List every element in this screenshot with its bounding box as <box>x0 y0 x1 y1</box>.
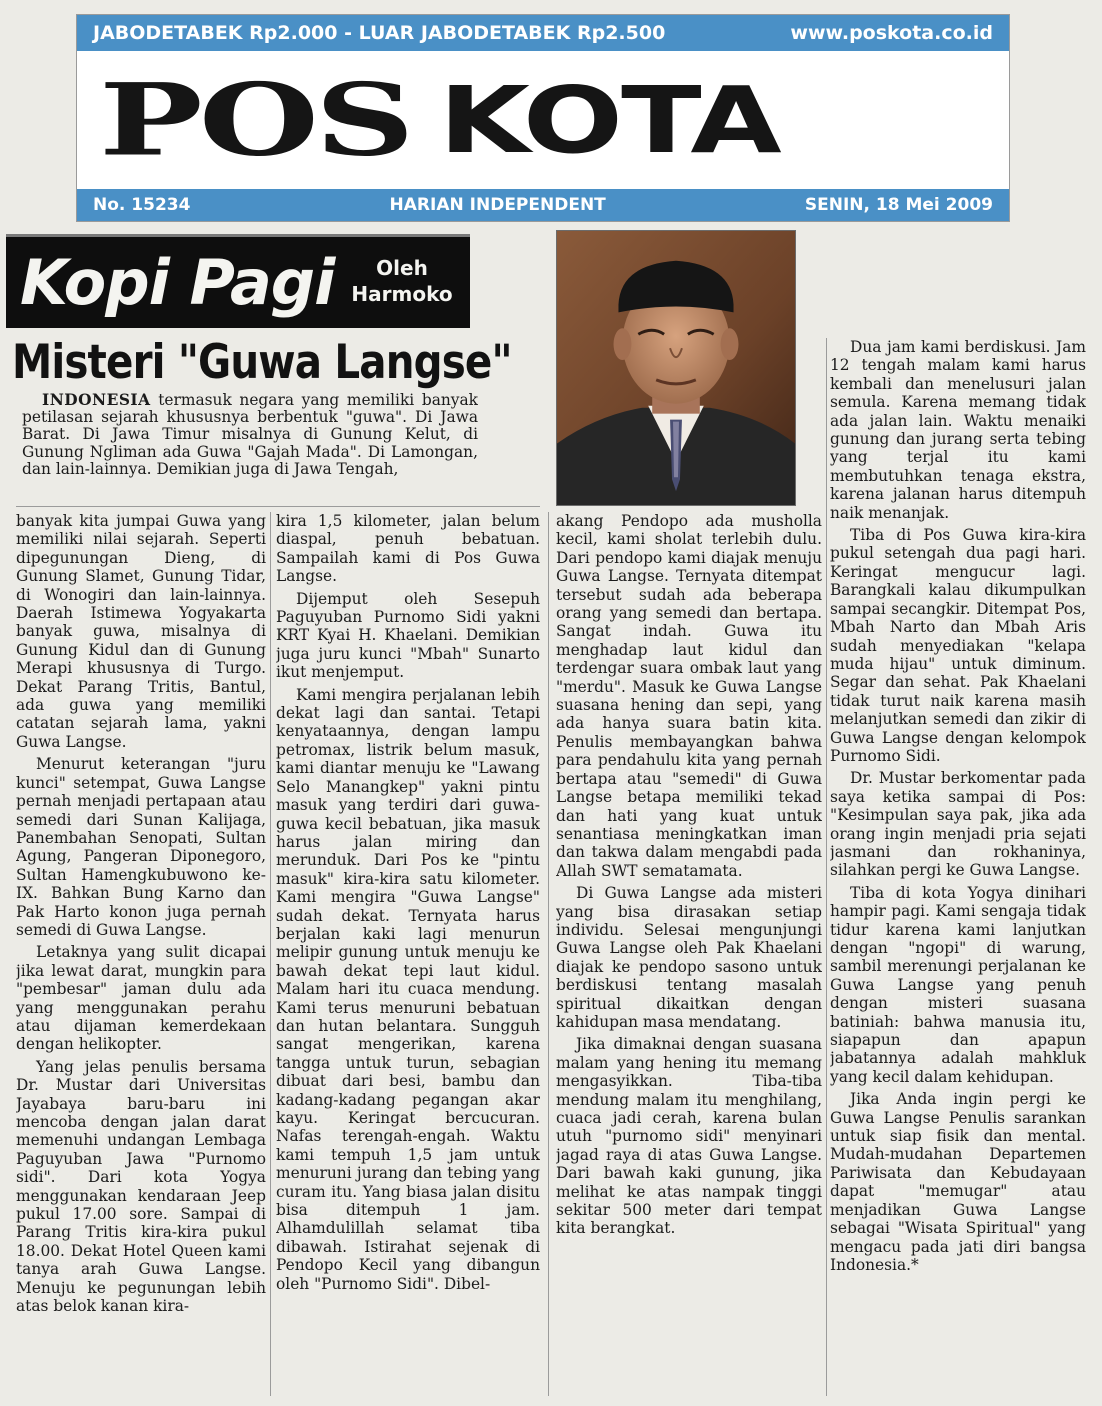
column-divider <box>548 512 549 1396</box>
logo-word-pos: POS <box>99 60 411 179</box>
newspaper-tagline: HARIAN INDEPENDENT <box>389 195 606 215</box>
newspaper-logo <box>89 49 995 191</box>
paragraph: Dijemput oleh Sesepuh Paguyuban Purnomo Sidi yakni KRT Kyai H. Khaelani. Demikian juga juru kunci "Mbah" Sunarto ikut menjemput. <box>276 589 540 682</box>
column-title: Kopi Pagi <box>20 246 335 319</box>
paragraph: kira 1,5 kilometer, jalan belum diaspal, penuh bebatuan. Sampailah kami di Pos Guwa Langse. <box>276 512 540 586</box>
paragraph: Di Guwa Langse ada misteri yang bisa dirasakan setiap individu. Selesai mengunjungi Guwa Langse oleh Pak Khaelani diajak ke pendopo sasono untuk berdiskusi tentang masalah spiritual dikaitkan dengan kahidupan masa mendatang. <box>556 884 822 1031</box>
article-lead <box>22 392 478 478</box>
paragraph: banyak kita jumpai Guwa yang memiliki nilai sejarah. Seperti dipegunungan Dieng, di Gunung Slamet, Gunung Tidar, di Wonogiri dan lain-lainnya. Daerah Istimewa Yogyakarta banyak guwa, misalnya di Gunung Kidul dan di Gunung Merapi khususnya di Turgo. Dekat Parang Tritis, Bantul, ada guwa yang memiliki catatan sejarah lama, yakni Guwa Langse. <box>16 512 266 751</box>
column-divider <box>270 512 271 1396</box>
paragraph: Menurut keterangan "juru kunci" setempat, Guwa Langse pernah menjadi pertapaan atau semedi dari Sunan Kalijaga, Panembahan Senopati, Sultan Agung, Pangeran Diponegoro, Sultan Hamengkubuwono ke-IX. Bahkan Bung Karno dan Pak Harto konon juga pernah semedi di Guwa Langse. <box>16 755 266 939</box>
paragraph: Dr. Mustar berkomentar pada saya ketika sampai di Pos: "Kesimpulan saya pak, jika ada orang ingin menjadi pria sejati jasmani dan rokhaninya, silahkan pergi ke Guwa Langse. <box>830 769 1086 880</box>
lead-paragraph <box>22 392 478 478</box>
byline <box>342 255 462 307</box>
byline-prefix: Oleh <box>376 256 428 280</box>
text-column-2 <box>276 512 540 1400</box>
paragraph: Jika dimaknai dengan suasana malam yang hening itu memang mengasyikkan. Tiba-tiba mendung malam itu menghilang, cuaca jadi cerah, karena bulan utuh "purnomo sidi" menyinari jagad raya di atas Guwa Langse. Dari bawah kaki gunung, jika melihat ke atas nampak tinggi sekitar 500 meter dari tempat kita berangkat. <box>556 1035 822 1238</box>
masthead <box>76 14 1010 222</box>
lead-first-word: INDONESIA <box>42 392 151 409</box>
column-header <box>6 234 470 328</box>
text-column-4 <box>830 338 1086 1398</box>
masthead-top-strip <box>77 15 1009 51</box>
masthead-bottom-strip <box>77 189 1009 221</box>
column-divider <box>826 338 827 1396</box>
paragraph: Tiba di Pos Guwa kira-kira pukul setengah dua pagi hari. Keringat mengucur lagi. Barangkali kalau dikumpulkan sampai secangkir. Ditempat Pos, Mbah Narto dan Mbah Aris sudah menyediakan "kelapa muda hijau" untuk diminum. Segar dan sehat. Pak Khaelani tidak turut naik karena masih melanjutkan semedi dan zikir di Guwa Langse dengan kelompok Purnomo Sidi. <box>830 526 1086 765</box>
website-link[interactable]: www.poskota.co.id <box>790 22 993 44</box>
paragraph: Kami mengira perjalanan lebih dekat lagi dan santai. Tetapi kenyataannya, dengan lampu petromax, listrik belum masuk, kami diantar menuju ke "Lawang Selo Manangkep" yakni pintu masuk yang terdiri dari guwa-guwa kecil bebatuan, jika masuk harus jalan miring dan merunduk. Dari Pos ke "pintu masuk" kira-kira satu kilometer. Kami mengira "Guwa Langse" sudah dekat. Ternyata harus berjalan kaki lagi menurun melipir gunung untuk menuju ke bawah dekat tepi laut kidul. Malam hari itu cuaca mendung. Kami terus menuruni bebatuan dan hutan belantara. Sungguh sangat mengerikan, karena tangga untuk turun, sebagian dibuat dari besi, bambu dan kadang-kadang pegangan akar kayu. Keringat bercucuran. Nafas terengah-engah. Waktu kami tempuh 1,5 jam untuk menuruni jurang dan tebing yang curam itu. Yang biasa jalan disitu bisa ditempuh 1 jam. Alhamdulillah selamat tiba dibawah. Istirahat sejenak di Pendopo Kecil yang dibangun oleh "Purnomo Sidi". Dibel- <box>276 685 540 1293</box>
paragraph: akang Pendopo ada musholla kecil, kami sholat terlebih dulu. Dari pendopo kami diajak menuju Guwa Langse. Ternyata ditempat tersebut sudah ada beberapa orang yang semedi dan bertapa. Sangat indah. Guwa itu menghadap laut kidul dan terdengar suara ombak laut yang "merdu". Masuk ke Guwa Langse suasana hening dan sepi, yang ada hanya suara batin kita. Penulis membayangkan bahwa para pendahulu kita yang pernah bertapa atau "semedi" di Guwa Langse betapa memiliki tekad dan hati yang kuat untuk senantiasa meningkatkan iman dan takwa dalam mengabdi pada Allah SWT sematamata. <box>556 512 822 880</box>
cover-price: JABODETABEK Rp2.000 - LUAR JABODETABEK Rp2.500 <box>93 22 666 44</box>
text-column-1 <box>16 512 266 1400</box>
paragraph: Jika Anda ingin pergi ke Guwa Langse Penulis sarankan untuk siap fisik dan mental. Mudah-mudahan Departemen Pariwisata dan Kebudayaan dapat "memugar" atau menjadikan Guwa Langse sebagai "Wisata Spiritual" yang mengacu pada jati diri bangsa Indonesia.* <box>830 1090 1086 1274</box>
paragraph: Tiba di kota Yogya dinihari hampir pagi. Kami sengaja tidak tidur karena kami lanjutkan dengan "ngopi" di warung, sambil merenungi perjalanan ke Guwa Langse yang penuh dengan misteri suasana batiniah: bahwa manusia itu, siapapun dan apapun jabatannya adalah mahkluk yang kecil dalam kehidupan. <box>830 883 1086 1086</box>
byline-author: Harmoko <box>351 282 453 306</box>
issue-number: No. 15234 <box>93 195 191 215</box>
logo-word-kota: KOTA <box>438 66 780 174</box>
paragraph: Letaknya yang sulit dicapai jika lewat darat, mungkin para "pembesar" jaman dulu ada yang menggunakan perahu atau dijaman kemerdekaan dengan helikopter. <box>16 943 266 1054</box>
article-headline: Misteri "Guwa Langse" <box>12 335 512 390</box>
author-portrait-photo <box>556 230 796 506</box>
lead-text: termasuk negara yang memiliki banyak petilasan sejarah khususnya berbentuk "guwa". Di Jawa Barat. Di Jawa Timur misalnya di Gunung Kelut, di Gunung Ngliman ada Guwa "Gajah Mada". Di Lamongan, dan lain-lainnya. Demikian juga di Jawa Tengah, <box>22 392 478 478</box>
text-column-3 <box>556 512 822 1400</box>
paragraph: Dua jam kami berdiskusi. Jam 12 tengah malam kami harus kembali dan menelusuri jalan semula. Karena memang tidak ada jalan lain. Waktu menaiki gunung dan jurang serta tebing yang terjal itu kami membutuhkan tenaga ekstra, karena jalanan harus ditempuh naik menanjak. <box>830 338 1086 522</box>
paragraph: Yang jelas penulis bersama Dr. Mustar dari Universitas Jayabaya baru-baru ini mencoba dengan jalan darat memenuhi undangan Lembaga Paguyuban Jawa "Purnomo sidi". Dari kota Yogya menggunakan kendaraan Jeep pukul 17.00 sore. Sampai di Parang Tritis kira-kira pukul 18.00. Dekat Hotel Queen kami tanya arah Guwa Langse. Menuju ke pegunungan lebih atas belok kanan kira- <box>16 1057 266 1316</box>
lead-divider <box>16 506 540 507</box>
issue-date: SENIN, 18 Mei 2009 <box>804 195 993 215</box>
